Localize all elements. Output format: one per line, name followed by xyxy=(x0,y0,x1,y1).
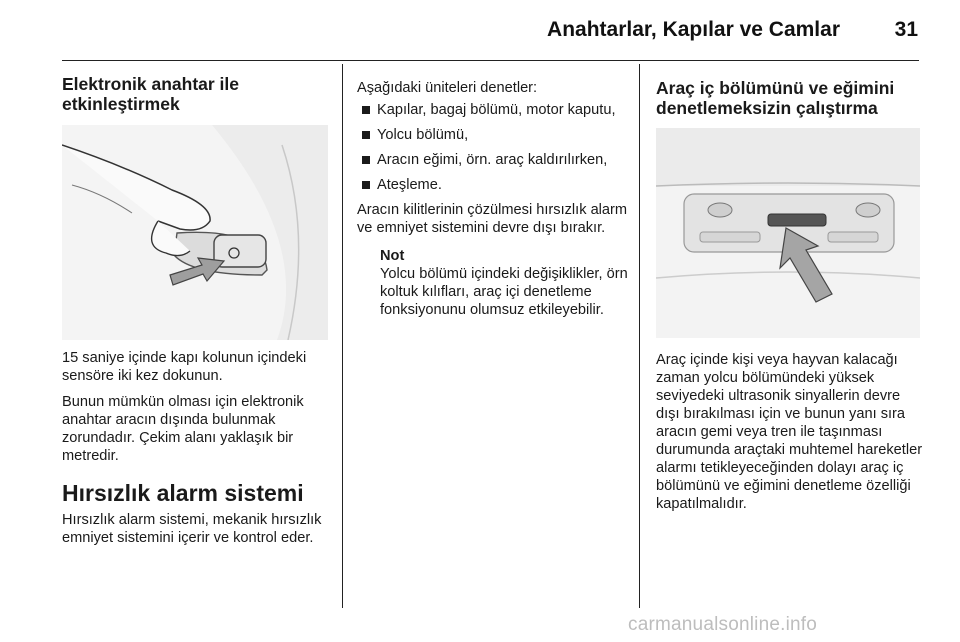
list-item: Kapılar, bagaj bölümü, motor kaputu, xyxy=(357,101,629,119)
right-light xyxy=(856,203,880,217)
column-divider-right xyxy=(639,64,640,608)
right-column xyxy=(656,78,922,118)
bullet-square-icon xyxy=(362,106,370,114)
monitors-intro: Aşağıdaki üniteleri denetler: xyxy=(357,80,538,96)
list-item: Yolcu bölümü, xyxy=(357,126,629,144)
monitor-list xyxy=(357,101,629,194)
list-item: Ateşleme. xyxy=(357,176,629,194)
image-caption: 15 saniye içinde kapı kolunun içindeki sensöre iki kez dokunun. xyxy=(62,350,307,384)
door-handle-illustration xyxy=(62,125,328,340)
section-heading-disable-monitoring: Araç iç bölümünü ve eğimini denetlemeksizin çalıştırma xyxy=(656,78,895,118)
unlock-paragraph: Aracın kilitlerinin çözülmesi hırsızlık alarm ve emniyet sistemini devre dışı bırakır. xyxy=(357,202,628,236)
section-heading-alarm: Hırsızlık alarm sistemi xyxy=(62,480,304,506)
page-header-title: Anahtarlar, Kapılar ve Camlar xyxy=(547,18,840,41)
left-column xyxy=(62,74,330,114)
header-rule xyxy=(62,60,919,61)
interior-monitoring-button xyxy=(768,214,826,226)
windshield-area xyxy=(656,128,920,186)
section-heading-electronic-key: Elektronik anahtar ile etkinleştirmek xyxy=(62,74,240,114)
interior-sensor-illustration xyxy=(656,128,920,338)
page-number: 31 xyxy=(894,18,918,41)
bullet-square-icon xyxy=(362,131,370,139)
column-divider-left xyxy=(342,64,343,608)
middle-column xyxy=(357,79,629,319)
watermark: carmanualsonline.info xyxy=(628,614,818,635)
note-block xyxy=(357,247,629,319)
note-label: Not xyxy=(380,248,405,264)
left-light xyxy=(708,203,732,217)
left-column-body xyxy=(62,349,332,555)
sensor-grille-left xyxy=(700,232,760,242)
right-column-body xyxy=(656,351,924,521)
note-text: Yolcu bölümü içindeki değişiklikler, örn koltuk kılıfları, araç içi denetleme fonksiyonunu olumsuz etkileyebilir. xyxy=(380,266,628,318)
alarm-paragraph: Hırsızlık alarm sistemi, mekanik hırsızlık emniyet sistemini içerir ve kontrol eder. xyxy=(62,512,322,546)
disable-monitoring-paragraph: Araç içinde kişi veya hayvan kalacağı zaman yolcu bölümündeki yüksek seviyedeki ultrasonik sinyallerin devre dışı bırakılması için ve bunun yanı sıra aracın gemi veya tren ile taşınması durumunda araçtaki muhtemel hareketler alarmı tetikleyeceğinden dolayı araç iç bölümünü ve eğimini denetleme özelliği kapatılmalıdır. xyxy=(656,352,923,512)
list-item: Aracın eğimi, örn. araç kaldırılırken, xyxy=(357,151,629,169)
electronic-key-paragraph: Bunun mümkün olması için elektronik anahtar aracın dışında bulunmak zorundadır. Çekim alanı yaklaşık bir metredir. xyxy=(62,394,304,464)
bullet-square-icon xyxy=(362,181,370,189)
bullet-square-icon xyxy=(362,156,370,164)
sensor-grille-right xyxy=(828,232,878,242)
